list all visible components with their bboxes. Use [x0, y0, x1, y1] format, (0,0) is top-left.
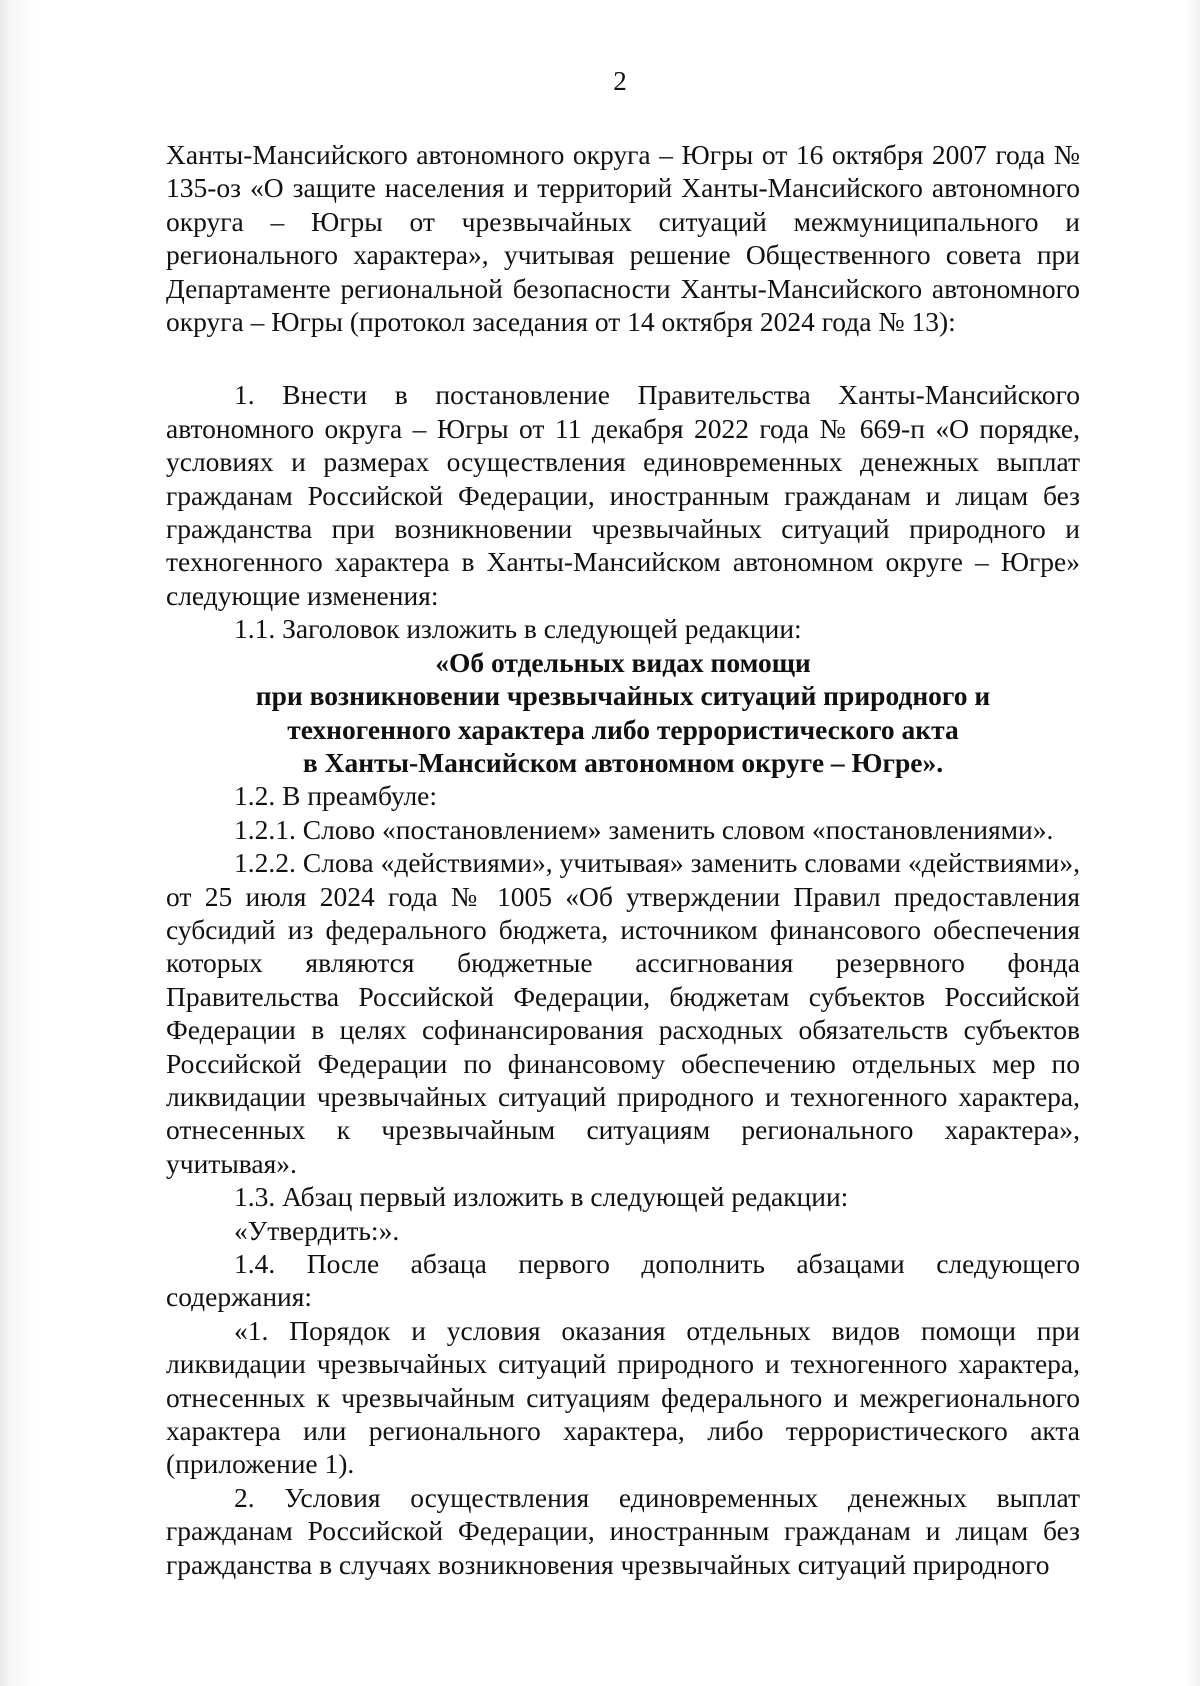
paragraph-item-1-2: 1.2. В преамбуле:	[234, 780, 438, 812]
paragraph-item-1-3: 1.3. Абзац первый изложить в следующей редакции:	[234, 1181, 849, 1213]
scan-shadow-right	[1186, 0, 1200, 1686]
paragraph-item-1-2-1: 1.2.1. Слово «постановлением» заменить словом «постановлениями».	[234, 813, 1054, 845]
paragraph-item-1-4: 1.4. После абзаца первого дополнить абзацами следующего содержания:	[166, 1248, 1080, 1313]
document-body	[166, 138, 1080, 1581]
paragraph-approve: «Утвердить:».	[234, 1214, 400, 1246]
scan-shadow-left	[0, 0, 38, 1686]
new-title-line-3: техногенного характера либо террористического акта	[287, 713, 959, 745]
paragraph-gap	[166, 338, 1080, 378]
page-number: 2	[613, 66, 627, 96]
paragraph-added-1: «1. Порядок и условия оказания отдельных видов помощи при ликвидации чрезвычайных ситуаций природного и техногенного характера, отнесенных к чрезвычайным ситуациям федерального и межрегионального характера или регионального характера, либо террористического акта (приложение 1).	[166, 1314, 1080, 1480]
paragraph-item-1-1: 1.1. Заголовок изложить в следующей редакции:	[234, 613, 802, 645]
paragraph-item-1-2-2: 1.2.2. Слова «действиями», учитывая» заменить словами «действиями», от 25 июля 2024 года № 1005 «Об утверждении Правил предоставления субсидий из федерального бюджета, источником финансового обеспечения которых являются бюджетные ассигнования резервного фонда Правительства Российской Федерации, бюджетам субъектов Российской Федерации в целях софинансирования расходных обязательств субъектов Российской Федерации по финансовому обеспечению отдельных мер по ликвидации чрезвычайных ситуаций природного и техногенного характера, отнесенных к чрезвычайным ситуациям регионального характера», учитывая».	[166, 847, 1080, 1179]
paragraph-item-1: 1. Внести в постановление Правительства Ханты-Мансийского автономного округа – Югры от 11 декабря 2022 года № 669-п «О порядке, условиях и размерах осуществления единовременных денежных выплат гражданам Российской Федерации, иностранным гражданам и лицам без гражданства при возникновении чрезвычайных ситуаций природного и техногенного характера в Ханты-Мансийском автономном округе – Югре» следующие изменения:	[166, 379, 1080, 611]
new-title-line-2: при возникновении чрезвычайных ситуаций природного и	[255, 680, 991, 712]
paragraph-preamble-continuation: Ханты-Мансийского автономного округа – Югры от 16 октября 2007 года № 135-оз «О защите населения и территорий Ханты-Мансийского автономного округа – Югры от чрезвычайных ситуаций межмуниципального и регионального характера», учитывая решение Общественного совета при Департаменте региональной безопасности Ханты-Мансийского автономного округа – Югры (протокол заседания от 14 октября 2024 года № 13):	[166, 139, 1080, 338]
new-title-line-4: в Ханты-Мансийском автономном округе – Югре».	[302, 746, 944, 778]
paragraph-added-2: 2. Условия осуществления единовременных денежных выплат гражданам Российской Федерации, иностранным гражданам и лицам без гражданства в случаях возникновения чрезвычайных ситуаций природного	[166, 1481, 1080, 1580]
new-title-line-1: «Об отдельных видах помощи	[435, 646, 811, 678]
